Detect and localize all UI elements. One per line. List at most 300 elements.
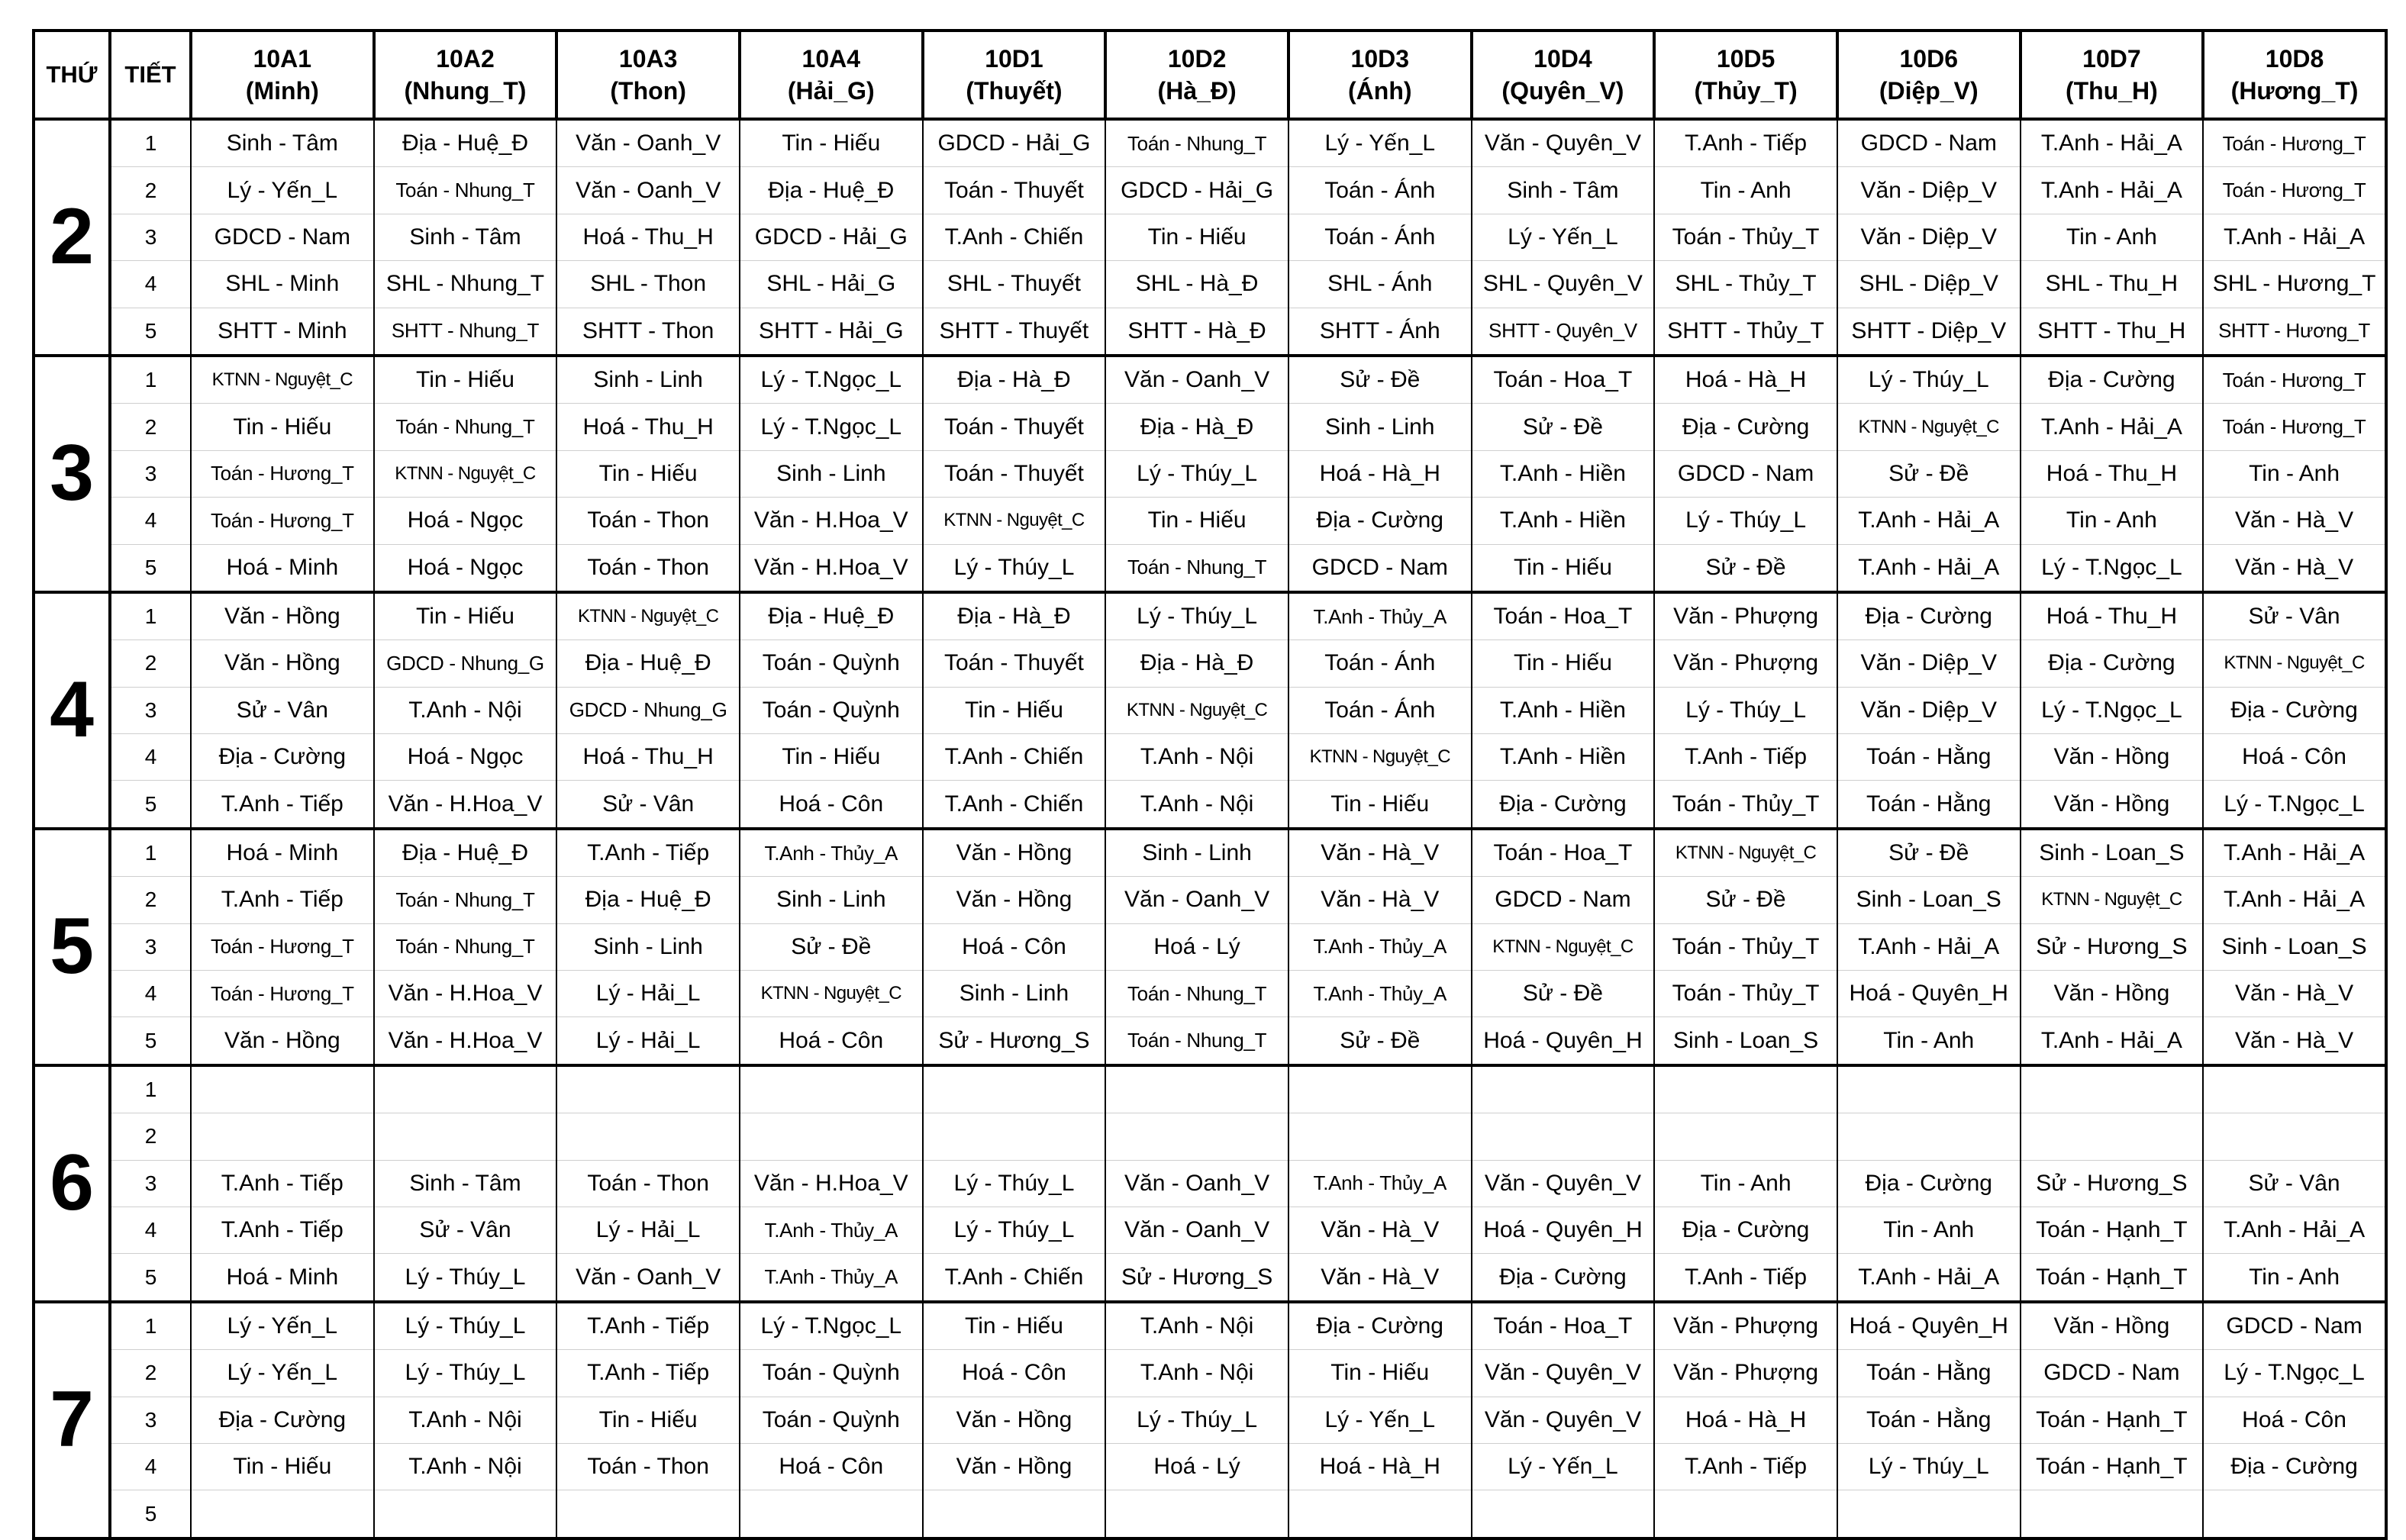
lesson-cell: KTNN - Nguyệt_C [374,450,557,497]
lesson-cell: Văn - H.Hoa_V [740,1160,923,1207]
lesson-cell: Sử - Đề [1288,1017,1472,1065]
lesson-cell [1472,1065,1655,1113]
lesson-cell: Sinh - Linh [740,877,923,923]
lesson-cell: T.Anh - Hải_A [2203,829,2386,877]
lesson-cell: Văn - Hà_V [1288,1254,1472,1302]
lesson-cell: T.Anh - Tiếp [556,1350,740,1397]
period-number: 3 [110,1160,191,1207]
class-code: 10D2 [1167,44,1227,72]
lesson-cell: Sinh - Linh [923,971,1106,1017]
lesson-cell: T.Anh - Chiến [923,1254,1106,1302]
lesson-cell: Hoá - Côn [740,1443,923,1490]
lesson-cell: Toán - Nhung_T [1105,119,1288,167]
lesson-cell: Địa - Hà_Đ [923,592,1106,640]
lesson-cell: Tin - Hiếu [740,119,923,167]
lesson-cell: SHL - Thuyết [923,261,1106,308]
lesson-cell: GDCD - Hải_G [1105,167,1288,214]
lesson-cell: T.Anh - Thủy_A [1288,971,1472,1017]
lesson-cell: Sử - Vân [191,687,374,733]
period-number: 4 [110,971,191,1017]
lesson-cell: T.Anh - Hiền [1472,687,1655,733]
lesson-cell [1472,1490,1655,1538]
lesson-cell: Hoá - Côn [740,781,923,829]
lesson-cell: Hoá - Quyên_H [1472,1017,1655,1065]
lesson-cell: Lý - Thúy_L [374,1350,557,1397]
lesson-cell: Địa - Cường [2021,640,2204,687]
lesson-cell: T.Anh - Thủy_A [740,829,923,877]
lesson-cell: Hoá - Quyên_H [1837,1302,2021,1350]
lesson-cell: Toán - Thon [556,544,740,592]
lesson-cell: Toán - Hương_T [2203,119,2386,167]
lesson-cell [1105,1065,1288,1113]
lesson-cell: Hoá - Minh [191,1254,374,1302]
lesson-cell [1105,1113,1288,1160]
lesson-cell: Hoá - Quyên_H [1837,971,2021,1017]
lesson-cell: T.Anh - Tiếp [556,1302,740,1350]
lesson-cell: SHTT - Quyên_V [1472,308,1655,356]
timetable-row [34,167,2386,214]
lesson-cell: T.Anh - Hải_A [2021,1017,2204,1065]
period-number: 1 [110,356,191,404]
lesson-cell: Văn - Hồng [923,1443,1106,1490]
lesson-cell: Địa - Cường [1472,1254,1655,1302]
lesson-cell: Toán - Ánh [1288,640,1472,687]
lesson-cell: Lý - Yến_L [1288,119,1472,167]
class-header-10d8 [2203,31,2386,119]
lesson-cell [2021,1065,2204,1113]
lesson-cell: T.Anh - Hải_A [2203,1207,2386,1253]
lesson-cell [1288,1490,1472,1538]
period-number: 5 [110,308,191,356]
lesson-cell: Tin - Hiếu [1288,781,1472,829]
lesson-cell: Sử - Đề [1837,829,2021,877]
lesson-cell: Tin - Anh [1654,167,1837,214]
lesson-cell: Tin - Hiếu [1288,1350,1472,1397]
lesson-cell [740,1490,923,1538]
lesson-cell [556,1490,740,1538]
lesson-cell: Hoá - Hà_H [1654,1397,1837,1443]
lesson-cell: Văn - Hồng [923,1397,1106,1443]
lesson-cell: Tin - Hiếu [1105,214,1288,260]
lesson-cell: Sử - Đề [1837,450,2021,497]
lesson-cell: Văn - Quyên_V [1472,119,1655,167]
lesson-cell: Lý - Yến_L [1472,214,1655,260]
homeroom-teacher: (Hương_T) [2230,77,2359,105]
lesson-cell [374,1065,557,1113]
lesson-cell: Toán - Thon [556,1160,740,1207]
lesson-cell [1837,1065,2021,1113]
class-code: 10D3 [1350,44,1410,72]
lesson-cell: SHTT - Thuyết [923,308,1106,356]
class-code: 10A2 [436,44,495,72]
lesson-cell: T.Anh - Chiến [923,214,1106,260]
lesson-cell: Toán - Thuyết [923,167,1106,214]
lesson-cell: T.Anh - Hải_A [2021,167,2204,214]
lesson-cell: Hoá - Minh [191,829,374,877]
lesson-cell: Tin - Hiếu [923,687,1106,733]
lesson-cell: SHL - Diệp_V [1837,261,2021,308]
lesson-cell: Tin - Anh [1837,1207,2021,1253]
lesson-cell: KTNN - Nguyệt_C [1288,734,1472,781]
lesson-cell: Toán - Hạnh_T [2021,1254,2204,1302]
lesson-cell: Tin - Anh [2203,1254,2386,1302]
lesson-cell: Địa - Cường [2021,356,2204,404]
lesson-cell: Văn - Hà_V [1288,829,1472,877]
lesson-cell: GDCD - Nhung_G [556,687,740,733]
lesson-cell: Văn - Hà_V [2203,498,2386,544]
lesson-cell: GDCD - Nam [1472,877,1655,923]
timetable [32,29,2388,1540]
lesson-cell: Lý - Thúy_L [374,1254,557,1302]
lesson-cell: Địa - Hà_Đ [1105,640,1288,687]
lesson-cell: Toán - Hương_T [2203,356,2386,404]
period-number: 4 [110,734,191,781]
timetable-row [34,261,2386,308]
lesson-cell: Tin - Hiếu [923,1302,1106,1350]
day-column-header: THỨ [34,31,110,119]
lesson-cell: Toán - Hằng [1837,781,2021,829]
lesson-cell: Địa - Huệ_Đ [556,640,740,687]
timetable-row [34,1113,2386,1160]
period-number: 3 [110,214,191,260]
lesson-cell: Sinh - Tâm [191,119,374,167]
lesson-cell: Hoá - Ngọc [374,498,557,544]
lesson-cell [1288,1065,1472,1113]
lesson-cell: Văn - Hà_V [2203,971,2386,1017]
lesson-cell: Lý - Thúy_L [923,544,1106,592]
lesson-cell: T.Anh - Nội [374,1397,557,1443]
lesson-cell: Hoá - Lý [1105,923,1288,970]
homeroom-teacher: (Hải_G) [787,77,875,105]
lesson-cell: SHTT - Hà_Đ [1105,308,1288,356]
class-code: 10D7 [2082,44,2141,72]
lesson-cell: Sử - Hương_S [2021,1160,2204,1207]
lesson-cell: Văn - Diệp_V [1837,214,2021,260]
lesson-cell [1288,1113,1472,1160]
timetable-row [34,1207,2386,1253]
lesson-cell: Tin - Hiếu [191,1443,374,1490]
lesson-cell: Toán - Hương_T [2203,404,2386,450]
lesson-cell: Lý - Thúy_L [1654,498,1837,544]
lesson-cell: Hoá - Lý [1105,1443,1288,1490]
lesson-cell: SHL - Thon [556,261,740,308]
class-code: 10A1 [253,44,312,72]
lesson-cell: Toán - Hương_T [191,971,374,1017]
timetable-row [34,1490,2386,1538]
class-code: 10D4 [1534,44,1592,72]
lesson-cell: T.Anh - Hải_A [1837,498,2021,544]
period-number: 3 [110,923,191,970]
lesson-cell: Địa - Huệ_Đ [374,119,557,167]
lesson-cell: KTNN - Nguyệt_C [2021,877,2204,923]
lesson-cell: Hoá - Côn [923,1350,1106,1397]
lesson-cell: Lý - Yến_L [191,167,374,214]
timetable-row [34,1254,2386,1302]
lesson-cell: Văn - Hồng [923,829,1106,877]
lesson-cell: Địa - Cường [1288,1302,1472,1350]
lesson-cell: Toán - Thuyết [923,450,1106,497]
lesson-cell: Địa - Cường [1837,592,2021,640]
lesson-cell: Toán - Ánh [1288,687,1472,733]
lesson-cell: GDCD - Nam [1654,450,1837,497]
period-number: 5 [110,544,191,592]
class-header-10a4 [740,31,923,119]
lesson-cell: Địa - Cường [191,734,374,781]
lesson-cell: Sử - Đề [740,923,923,970]
lesson-cell: T.Anh - Nội [1105,734,1288,781]
lesson-cell [2203,1113,2386,1160]
lesson-cell: Toán - Thon [556,498,740,544]
lesson-cell: Lý - T.Ngọc_L [740,356,923,404]
lesson-cell: Toán - Thủy_T [1654,923,1837,970]
lesson-cell: Hoá - Côn [2203,1397,2386,1443]
lesson-cell: KTNN - Nguyệt_C [556,592,740,640]
lesson-cell: Hoá - Hà_H [1654,356,1837,404]
timetable-row [34,781,2386,829]
lesson-cell: Văn - Oanh_V [1105,1207,1288,1253]
lesson-cell: Văn - Hà_V [1288,877,1472,923]
lesson-cell: Văn - Oanh_V [556,1254,740,1302]
lesson-cell: Văn - Hà_V [2203,544,2386,592]
lesson-cell: Tin - Hiếu [374,592,557,640]
lesson-cell: GDCD - Hải_G [740,214,923,260]
lesson-cell: Toán - Hạnh_T [2021,1397,2204,1443]
lesson-cell: KTNN - Nguyệt_C [923,498,1106,544]
lesson-cell: T.Anh - Thủy_A [740,1207,923,1253]
lesson-cell: T.Anh - Chiến [923,781,1106,829]
timetable-row [34,404,2386,450]
lesson-cell: Văn - Diệp_V [1837,640,2021,687]
lesson-cell [1837,1113,2021,1160]
lesson-cell: Lý - Hải_L [556,1207,740,1253]
lesson-cell: Hoá - Côn [2203,734,2386,781]
period-number: 5 [110,1490,191,1538]
timetable-row [34,1397,2386,1443]
lesson-cell [191,1113,374,1160]
lesson-cell: Sử - Hương_S [923,1017,1106,1065]
period-number: 1 [110,119,191,167]
lesson-cell: Địa - Cường [1837,1160,2021,1207]
lesson-cell: Toán - Nhung_T [374,167,557,214]
lesson-cell [191,1065,374,1113]
lesson-cell: Địa - Cường [1288,498,1472,544]
lesson-cell: Tin - Hiếu [1472,640,1655,687]
lesson-cell: SHTT - Thu_H [2021,308,2204,356]
timetable-row [34,592,2386,640]
lesson-cell: Lý - Thúy_L [1837,1443,2021,1490]
timetable-row [34,1017,2386,1065]
lesson-cell: Hoá - Hà_H [1288,1443,1472,1490]
lesson-cell [1654,1113,1837,1160]
lesson-cell: Sử - Đề [1472,971,1655,1017]
lesson-cell: T.Anh - Thủy_A [740,1254,923,1302]
class-code: 10D1 [985,44,1043,72]
lesson-cell: Tin - Anh [2021,498,2204,544]
lesson-cell: Lý - Thúy_L [1654,687,1837,733]
lesson-cell: SHTT - Nhung_T [374,308,557,356]
lesson-cell: GDCD - Nam [2021,1350,2204,1397]
lesson-cell: Hoá - Minh [191,544,374,592]
lesson-cell: Địa - Huệ_Đ [374,829,557,877]
lesson-cell: Tin - Hiếu [1105,498,1288,544]
lesson-cell: Sinh - Linh [556,356,740,404]
timetable-row [34,450,2386,497]
lesson-cell: KTNN - Nguyệt_C [1654,829,1837,877]
lesson-cell: Văn - Quyên_V [1472,1350,1655,1397]
lesson-cell: T.Anh - Nội [1105,1302,1288,1350]
class-header-10d4 [1472,31,1655,119]
lesson-cell: Hoá - Ngọc [374,734,557,781]
lesson-cell: Hoá - Hà_H [1288,450,1472,497]
lesson-cell: Hoá - Quyên_H [1472,1207,1655,1253]
lesson-cell: KTNN - Nguyệt_C [2203,640,2386,687]
lesson-cell: KTNN - Nguyệt_C [1837,404,2021,450]
lesson-cell [374,1490,557,1538]
lesson-cell: SHTT - Ánh [1288,308,1472,356]
lesson-cell: Tin - Hiếu [374,356,557,404]
lesson-cell [374,1113,557,1160]
period-number: 1 [110,1065,191,1113]
period-number: 4 [110,498,191,544]
period-number: 4 [110,1207,191,1253]
timetable-row [34,498,2386,544]
lesson-cell: Toán - Quỳnh [740,1350,923,1397]
lesson-cell: Văn - Phượng [1654,1350,1837,1397]
class-header-10a2 [374,31,557,119]
lesson-cell: SHL - Hà_Đ [1105,261,1288,308]
lesson-cell: GDCD - Hải_G [923,119,1106,167]
homeroom-teacher: (Nhung_T) [404,77,527,105]
homeroom-teacher: (Thủy_T) [1694,77,1798,105]
period-number: 3 [110,1397,191,1443]
lesson-cell: Toán - Quỳnh [740,640,923,687]
period-number: 2 [110,167,191,214]
lesson-cell: Văn - Hồng [191,640,374,687]
lesson-cell: Sinh - Linh [556,923,740,970]
lesson-cell: GDCD - Nam [2203,1302,2386,1350]
lesson-cell: Lý - T.Ngọc_L [2203,781,2386,829]
lesson-cell: SHL - Ánh [1288,261,1472,308]
lesson-cell: Lý - Thúy_L [1105,1397,1288,1443]
lesson-cell: Lý - T.Ngọc_L [2021,544,2204,592]
class-header-10a1 [191,31,374,119]
lesson-cell: KTNN - Nguyệt_C [191,356,374,404]
lesson-cell: KTNN - Nguyệt_C [1105,687,1288,733]
timetable-row [34,1302,2386,1350]
lesson-cell [2203,1065,2386,1113]
lesson-cell: Toán - Thủy_T [1654,214,1837,260]
class-header-10d5 [1654,31,1837,119]
lesson-cell: Văn - H.Hoa_V [740,544,923,592]
lesson-cell: Lý - Thúy_L [1105,450,1288,497]
lesson-cell: Văn - Oanh_V [1105,877,1288,923]
lesson-cell: SHTT - Hương_T [2203,308,2386,356]
period-number: 3 [110,450,191,497]
lesson-cell: T.Anh - Hải_A [1837,1254,2021,1302]
lesson-cell [1837,1490,2021,1538]
lesson-cell: T.Anh - Nội [374,687,557,733]
lesson-cell: Sử - Vân [2203,592,2386,640]
day-number: 7 [34,1302,110,1538]
period-number: 2 [110,640,191,687]
lesson-cell: Toán - Hằng [1837,1397,2021,1443]
lesson-cell: Lý - Yến_L [1288,1397,1472,1443]
lesson-cell [1105,1490,1288,1538]
lesson-cell: T.Anh - Tiếp [191,1160,374,1207]
lesson-cell: Sinh - Tâm [374,214,557,260]
lesson-cell: T.Anh - Hải_A [2021,119,2204,167]
lesson-cell: Lý - Thúy_L [923,1160,1106,1207]
lesson-cell [1472,1113,1655,1160]
lesson-cell: Địa - Cường [2203,1443,2386,1490]
lesson-cell: GDCD - Nam [191,214,374,260]
lesson-cell [740,1065,923,1113]
lesson-cell: GDCD - Nam [1837,119,2021,167]
lesson-cell: Hoá - Ngọc [374,544,557,592]
lesson-cell: T.Anh - Thủy_A [1288,1160,1472,1207]
class-header-10a3 [556,31,740,119]
day-number: 5 [34,829,110,1065]
timetable-body [34,119,2386,1538]
lesson-cell: Văn - Phượng [1654,1302,1837,1350]
lesson-cell: Lý - Hải_L [556,1017,740,1065]
lesson-cell: Sử - Đề [1288,356,1472,404]
lesson-cell: Sinh - Tâm [1472,167,1655,214]
lesson-cell [191,1490,374,1538]
lesson-cell: Lý - Yến_L [191,1302,374,1350]
timetable-row [34,1160,2386,1207]
class-code: 10D6 [1899,44,1958,72]
lesson-cell: Sinh - Tâm [374,1160,557,1207]
lesson-cell: T.Anh - Thủy_A [1288,923,1472,970]
period-number: 1 [110,592,191,640]
lesson-cell: Sinh - Loan_S [1654,1017,1837,1065]
lesson-cell: Văn - Phượng [1654,640,1837,687]
lesson-cell [556,1113,740,1160]
lesson-cell: Lý - T.Ngọc_L [2021,687,2204,733]
lesson-cell [2021,1113,2204,1160]
lesson-cell: Toán - Hoa_T [1472,592,1655,640]
lesson-cell: T.Anh - Nội [1105,781,1288,829]
lesson-cell: Hoá - Thu_H [2021,450,2204,497]
lesson-cell: Sử - Đề [1472,404,1655,450]
lesson-cell: Địa - Huệ_Đ [740,167,923,214]
lesson-cell: GDCD - Nhung_G [374,640,557,687]
lesson-cell: Lý - Yến_L [191,1350,374,1397]
lesson-cell: Văn - Phượng [1654,592,1837,640]
lesson-cell: Tin - Anh [1654,1160,1837,1207]
lesson-cell: Sinh - Loan_S [2203,923,2386,970]
lesson-cell: Toán - Hạnh_T [2021,1207,2204,1253]
lesson-cell: T.Anh - Tiếp [191,1207,374,1253]
lesson-cell: SHL - Hải_G [740,261,923,308]
lesson-cell: Lý - Hải_L [556,971,740,1017]
header-row [34,31,2386,119]
lesson-cell: Văn - Oanh_V [1105,356,1288,404]
day-number: 2 [34,119,110,356]
day-number: 4 [34,592,110,829]
timetable-row [34,544,2386,592]
lesson-cell: Toán - Nhung_T [1105,971,1288,1017]
lesson-cell: Toán - Thuyết [923,640,1106,687]
lesson-cell: Toán - Hoa_T [1472,356,1655,404]
lesson-cell: Tin - Anh [1837,1017,2021,1065]
lesson-cell: Địa - Cường [1654,404,1837,450]
lesson-cell: Văn - Oanh_V [556,119,740,167]
lesson-cell: Tin - Anh [2203,450,2386,497]
lesson-cell: SHL - Thủy_T [1654,261,1837,308]
lesson-cell: Sử - Hương_S [1105,1254,1288,1302]
